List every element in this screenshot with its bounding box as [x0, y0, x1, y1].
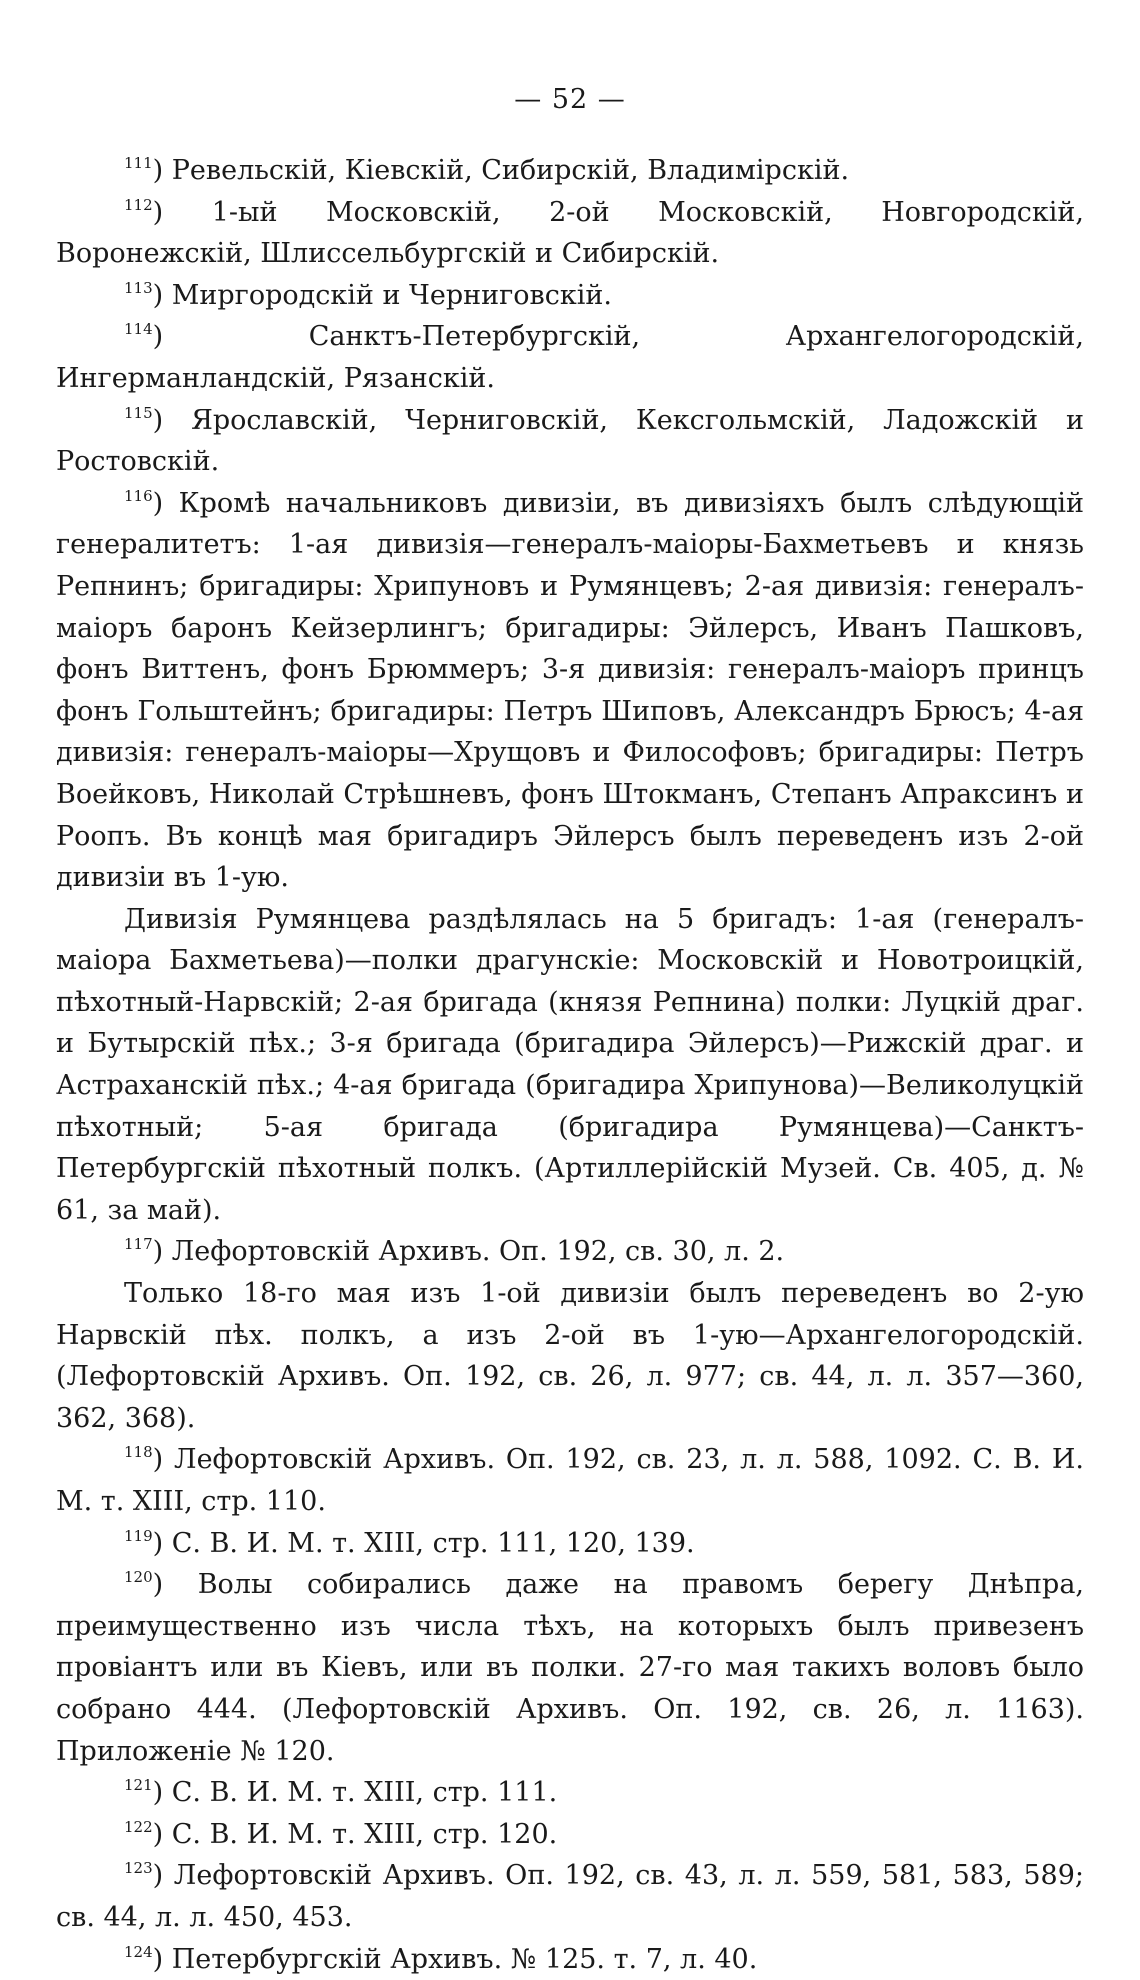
footnote-text: ) Лефортовскій Архивъ. Оп. 192, св. 43, л. л. 559, 581, 583, 589; св. 44, л. л. 450, 453.	[56, 1860, 1084, 1933]
footnote-number: 113	[124, 278, 153, 297]
footnote-text: ) Петербургскій Архивъ. № 125. т. 7, л. 40.	[152, 1943, 758, 1975]
footnote-number: 120	[124, 1568, 153, 1587]
footnote-124	[56, 1939, 1084, 1980]
footnote-112	[56, 192, 1084, 275]
footnote-text: Только 18-го мая изъ 1-ой дивизіи былъ переведенъ во 2-ую Нарвскій пѣх. полкъ, а изъ 2-ой въ 1-ую—Архангелогородскій. (Лефортовскій Архивъ. Оп. 192, св. 26, л. 977; св. 44, л. л. 357—360, 362, 368).	[56, 1278, 1084, 1434]
footnote-number: 118	[124, 1443, 153, 1462]
footnote-116-continuation	[56, 899, 1084, 1232]
footnote-text: ) Ревельскій, Кіевскій, Сибирскій, Владимірскій.	[152, 155, 850, 186]
footnote-116	[56, 483, 1084, 899]
footnote-number: 115	[124, 403, 153, 422]
footnote-number: 122	[124, 1817, 153, 1836]
footnote-114	[56, 316, 1084, 399]
footnote-number: 119	[124, 1526, 153, 1545]
footnote-115	[56, 400, 1084, 483]
footnote-117-continuation	[56, 1273, 1084, 1439]
footnote-text: ) С. В. И. М. т. XIII, стр. 111, 120, 139.	[152, 1527, 695, 1559]
footnote-text: ) Ярославскій, Черниговскій, Кексгольмскій, Ладожскій и Ростовскій.	[56, 404, 1084, 478]
footnote-111	[56, 150, 1084, 192]
footnote-number: 116	[124, 486, 153, 505]
footnote-122	[56, 1814, 1084, 1856]
footnote-123	[56, 1855, 1084, 1938]
footnote-number: 121	[124, 1776, 153, 1795]
footnote-text: ) С. В. И. М. т. XIII, стр. 120.	[152, 1818, 558, 1850]
footnote-text: ) Кромѣ начальниковъ дивизіи, въ дивизіяхъ былъ слѣдующій генералитетъ: 1-ая дивизія—генералъ-маіоры-Бахметьевъ и князь Репнинъ; бригадиры: Хрипуновъ и Румянцевъ; 2-ая дивизія: генералъ-маіоръ баронъ Кейзерлингъ; бригадиры: Эйлерсъ, Иванъ Пашковъ, фонъ Виттенъ, фонъ Брюммеръ; 3-я дивизія: генералъ-маіоръ принцъ фонъ Гольштейнъ; бригадиры: Петръ Шиповъ, Александръ Брюсъ; 4-ая дивизія: генералъ-маіоры—Хрущовъ и Философовъ; бригадиры: Петръ Воейковъ, Николай Стрѣшневъ, фонъ Штокманъ, Степанъ Апраксинъ и Роопъ. Въ концѣ мая бригадиръ Эйлерсъ былъ переведенъ изъ 2-ой дивизіи въ 1-ую.	[56, 487, 1084, 894]
footnote-text: ) Лефортовскій Архивъ. Оп. 192, св. 23, л. л. 588, 1092. С. В. И. М. т. XIII, стр. 110.	[56, 1444, 1084, 1517]
footnote-text: ) Волы собирались даже на правомъ берегу Днѣпра, преимущественно изъ числа тѣхъ, на которыхъ былъ привезенъ провіантъ или въ Кіевъ, или въ полки. 27-го мая такихъ воловъ было собрано 444. (Лефортовскій Архивъ. Оп. 192, св. 26, л. 1163). Приложеніе № 120.	[56, 1569, 1084, 1767]
footnote-121	[56, 1772, 1084, 1814]
footnote-120	[56, 1564, 1084, 1772]
footnote-text: Дивизія Румянцева раздѣлялась на 5 бригадъ: 1-ая (генералъ-маіора Бахметьева)—полки драгунскіе: Московскій и Новотроицкій, пѣхотный-Нарвскій; 2-ая бригада (князя Репнина) полки: Луцкій драг. и Бутырскій пѣх.; 3-я бригада (бригадира Эйлерсъ)—Рижскій драг. и Астраханскій пѣх.; 4-ая бригада (бригадира Хрипунова)—Великолуцкій пѣхотный; 5-ая бригада (бригадира Румянцева)—Санктъ-Петербургскій пѣхотный полкъ. (Артиллерійскій Музей. Св. 405, д. № 61, за май).	[56, 903, 1084, 1226]
footnote-118	[56, 1439, 1084, 1522]
footnote-text: ) 1-ый Московскій, 2-ой Московскій, Новгородскій, Воронежскій, Шлиссельбургскій и Сибирскій.	[56, 196, 1084, 270]
footnote-117	[56, 1231, 1084, 1273]
footnote-number: 124	[124, 1942, 153, 1961]
footnotes-block	[56, 150, 1084, 1980]
footnote-number: 114	[124, 320, 153, 339]
footnote-text: ) Санктъ-Петербургскій, Архангелогородскій, Ингерманландскій, Рязанскій.	[56, 321, 1084, 394]
footnote-number: 112	[124, 195, 153, 214]
footnote-113	[56, 275, 1084, 317]
footnote-text: ) Лефортовскій Архивъ. Оп. 192, св. 30, л. 2.	[152, 1236, 785, 1268]
footnote-number: 123	[124, 1859, 153, 1878]
footnote-119	[56, 1523, 1084, 1565]
footnote-text: ) С. В. И. М. т. XIII, стр. 111.	[152, 1777, 558, 1809]
footnote-number: 111	[124, 154, 153, 172]
footnote-number: 117	[124, 1235, 153, 1254]
page-number: — 52 —	[514, 84, 626, 115]
footnote-text: ) Миргородскій и Черниговскій.	[152, 279, 612, 311]
